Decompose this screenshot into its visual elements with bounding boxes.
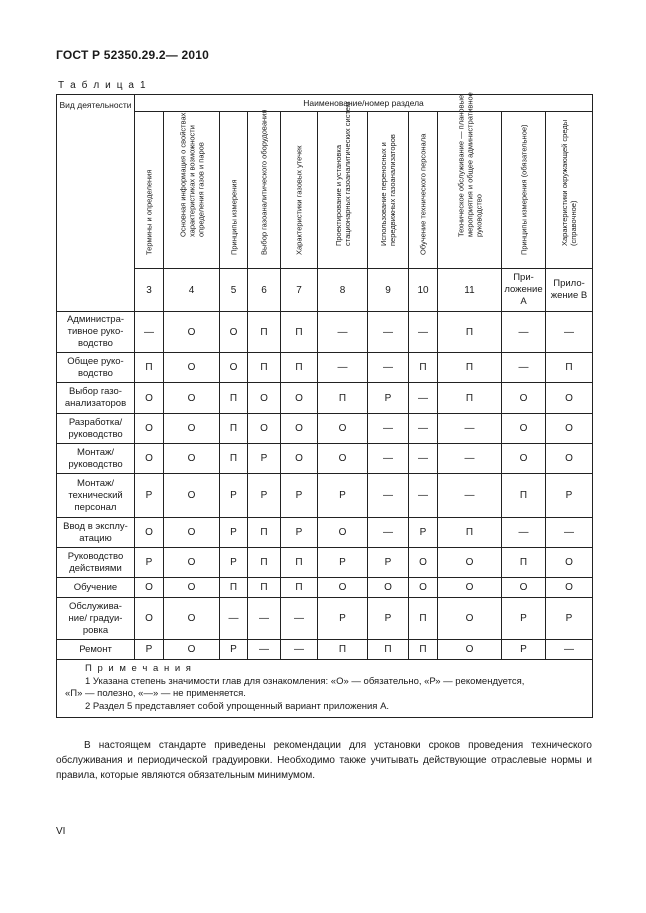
- note-1: 1 Указана степень значимости глав для ознакомления: «О» — обязательно, «Р» — рекомендуется,: [85, 675, 525, 687]
- table-cell: —: [409, 414, 438, 444]
- table-cell: —: [546, 640, 593, 660]
- table-cell: —: [409, 383, 438, 414]
- row-label: Разработка/ руководство: [57, 414, 135, 444]
- column-title-cell: [502, 112, 546, 269]
- row-label: Ремонт: [57, 640, 135, 660]
- row-label: Выбор газо-анализаторов: [57, 383, 135, 414]
- notes-title: П р и м е ч а н и я: [85, 663, 193, 674]
- table-cell: Р: [281, 518, 318, 548]
- table-cell: П: [409, 598, 438, 640]
- table-cell: —: [502, 353, 546, 383]
- column-title: Принципы измерения: [229, 179, 238, 255]
- column-number: 5: [220, 269, 248, 312]
- table-cell: О: [409, 548, 438, 578]
- table-cell: П: [438, 353, 502, 383]
- section-header: Наименование/номер раздела: [135, 95, 593, 112]
- column-number: 4: [164, 269, 220, 312]
- table-cell: О: [438, 578, 502, 598]
- column-title-cell: [368, 112, 409, 269]
- table-cell: Р: [368, 383, 409, 414]
- column-title-cell: [438, 92, 502, 269]
- column-title: Характеристики окружающей среды (справочное): [560, 119, 578, 246]
- table-cell: О: [281, 383, 318, 414]
- table-row: [57, 640, 593, 660]
- table-cell: П: [248, 578, 281, 598]
- table-cell: О: [546, 383, 593, 414]
- table-cell: О: [438, 548, 502, 578]
- table-cell: Р: [281, 474, 318, 518]
- table-cell: О: [248, 414, 281, 444]
- table-row: [57, 353, 593, 383]
- column-title-cell: [135, 112, 164, 269]
- table-cell: П: [281, 548, 318, 578]
- table-cell: —: [368, 444, 409, 474]
- table-row: [57, 383, 593, 414]
- table-cell: П: [438, 518, 502, 548]
- table-cell: —: [546, 518, 593, 548]
- column-number: 7: [281, 269, 318, 312]
- table-cell: О: [164, 518, 220, 548]
- table-cell: О: [409, 578, 438, 598]
- table-cell: Р: [502, 598, 546, 640]
- table-cell: Р: [220, 518, 248, 548]
- activity-table: [56, 94, 593, 718]
- table-cell: П: [281, 353, 318, 383]
- table-cell: О: [164, 548, 220, 578]
- table-row: [57, 578, 593, 598]
- column-title: Принципы измерения (обязательное): [519, 124, 528, 255]
- table-cell: П: [502, 474, 546, 518]
- table-cell: Р: [318, 474, 368, 518]
- table-cell: —: [546, 312, 593, 353]
- column-title-cell: [546, 112, 593, 269]
- row-label: Ввод в эксплу-атацию: [57, 518, 135, 548]
- table-cell: П: [220, 578, 248, 598]
- table-cell: О: [318, 444, 368, 474]
- table-cell: П: [438, 383, 502, 414]
- table-cell: О: [135, 383, 164, 414]
- table-cell: П: [546, 353, 593, 383]
- column-number: 3: [135, 269, 164, 312]
- note-2: 2 Раздел 5 представляет собой упрощенный вариант приложения А.: [85, 700, 390, 712]
- table-cell: О: [318, 414, 368, 444]
- table-cell: О: [546, 414, 593, 444]
- row-label: Монтаж/ руководство: [57, 444, 135, 474]
- table-cell: —: [409, 474, 438, 518]
- corner-header: Вид деятельности: [57, 95, 135, 312]
- column-title: Характеристики газовых утечек: [294, 145, 304, 255]
- table-cell: —: [502, 312, 546, 353]
- table-cell: Р: [220, 548, 248, 578]
- table-cell: —: [318, 353, 368, 383]
- table-cell: Р: [248, 444, 281, 474]
- table-cell: П: [220, 444, 248, 474]
- table-cell: П: [318, 640, 368, 660]
- table-notes: [57, 660, 593, 718]
- table-cell: О: [546, 578, 593, 598]
- table-cell: О: [164, 474, 220, 518]
- table-cell: П: [438, 312, 502, 353]
- table-cell: О: [164, 353, 220, 383]
- table-cell: О: [135, 598, 164, 640]
- table-cell: —: [248, 598, 281, 640]
- row-label: Обслужива-ние/ градуи-ровка: [57, 598, 135, 640]
- table-cell: О: [220, 353, 248, 383]
- column-number: 6: [248, 269, 281, 312]
- table-cell: О: [546, 548, 593, 578]
- table-cell: Р: [502, 640, 546, 660]
- table-cell: П: [135, 353, 164, 383]
- column-number: При-ложение А: [502, 269, 546, 312]
- table-cell: П: [281, 312, 318, 353]
- table-cell: Р: [220, 640, 248, 660]
- column-title: Выбор газоаналитического оборудования: [259, 109, 269, 255]
- table-cell: О: [281, 414, 318, 444]
- table-cell: О: [318, 578, 368, 598]
- column-title-cell: [318, 101, 368, 269]
- table-cell: —: [409, 444, 438, 474]
- table-row: [57, 312, 593, 353]
- row-label: Общее руко-водство: [57, 353, 135, 383]
- table-cell: Р: [546, 598, 593, 640]
- table-cell: О: [546, 444, 593, 474]
- row-label: Руководство действиями: [57, 548, 135, 578]
- table-cell: О: [318, 518, 368, 548]
- document-header: ГОСТ Р 52350.29.2— 2010: [56, 48, 210, 62]
- table-cell: О: [135, 518, 164, 548]
- table-cell: О: [135, 444, 164, 474]
- table-cell: П: [220, 414, 248, 444]
- column-number: 9: [368, 269, 409, 312]
- column-title-cell: [409, 112, 438, 269]
- table-row: [57, 548, 593, 578]
- column-titles-row: [57, 112, 593, 269]
- column-title: Проектирование и установка стационарных газоаналитических систем: [333, 101, 352, 246]
- table-cell: П: [248, 548, 281, 578]
- table-cell: П: [248, 518, 281, 548]
- table-cell: —: [318, 312, 368, 353]
- column-title: Термины и определения: [144, 169, 154, 255]
- column-title: Основная информация о свойствах, характеристиках и возможности определения газов и паров: [178, 110, 205, 237]
- column-numbers-row: [57, 269, 593, 312]
- table-body: [57, 312, 593, 660]
- table-cell: П: [502, 548, 546, 578]
- table-cell: Р: [368, 598, 409, 640]
- table-cell: Р: [368, 548, 409, 578]
- table-cell: —: [135, 312, 164, 353]
- column-title: Использование переносных и передвижных газоанализаторов: [379, 134, 397, 246]
- table-cell: —: [281, 640, 318, 660]
- column-title-cell: [164, 112, 220, 269]
- table-cell: Р: [135, 474, 164, 518]
- table-cell: Р: [318, 598, 368, 640]
- table-cell: Р: [318, 548, 368, 578]
- table-row: [57, 598, 593, 640]
- table-cell: Р: [135, 640, 164, 660]
- table-cell: П: [318, 383, 368, 414]
- column-number: Прило-жение В: [546, 269, 593, 312]
- table-cell: —: [368, 518, 409, 548]
- table-cell: О: [368, 578, 409, 598]
- column-title-cell: [220, 112, 248, 269]
- column-title-cell: [281, 112, 318, 269]
- table-cell: —: [502, 518, 546, 548]
- table-cell: О: [281, 444, 318, 474]
- table-cell: Р: [248, 474, 281, 518]
- table-cell: П: [409, 353, 438, 383]
- page-number: VI: [56, 826, 66, 837]
- table-cell: П: [281, 578, 318, 598]
- table-row: [57, 414, 593, 444]
- table-cell: О: [135, 578, 164, 598]
- table-cell: О: [164, 312, 220, 353]
- body-paragraph: В настоящем стандарте приведены рекомендации для установки сроков проведения технического обслуживания и периодической градуировки. Необходимо также учитывать действующие отраслевые нормы и правила, которые являются обязательным минимумом.: [56, 740, 592, 781]
- column-number: 8: [318, 269, 368, 312]
- row-label: Монтаж/ технический персонал: [57, 474, 135, 518]
- table-cell: О: [164, 598, 220, 640]
- table-cell: —: [220, 598, 248, 640]
- table-cell: —: [438, 444, 502, 474]
- table-row: [57, 474, 593, 518]
- table-cell: О: [438, 598, 502, 640]
- table-cell: —: [368, 312, 409, 353]
- table-cell: П: [409, 640, 438, 660]
- column-title: Техническое обслуживание — плановые мероприятия и общее административное руководство: [456, 92, 483, 237]
- table-cell: О: [220, 312, 248, 353]
- table-caption: Т а б л и ц а 1: [58, 80, 148, 91]
- table-cell: О: [502, 444, 546, 474]
- table-row: [57, 444, 593, 474]
- table-cell: П: [248, 312, 281, 353]
- table-cell: —: [368, 414, 409, 444]
- table-cell: О: [164, 414, 220, 444]
- table-cell: О: [438, 640, 502, 660]
- table-row: [57, 518, 593, 548]
- table-cell: —: [368, 353, 409, 383]
- table-cell: О: [164, 383, 220, 414]
- column-number: 11: [438, 269, 502, 312]
- table-cell: —: [438, 414, 502, 444]
- table-cell: О: [502, 414, 546, 444]
- table-cell: —: [409, 312, 438, 353]
- table-cell: —: [248, 640, 281, 660]
- table-cell: П: [368, 640, 409, 660]
- column-title: Обучение технического персонала: [418, 133, 428, 255]
- table-cell: —: [281, 598, 318, 640]
- table-cell: —: [438, 474, 502, 518]
- column-title-cell: [248, 109, 281, 269]
- table-cell: О: [164, 640, 220, 660]
- row-label: Обучение: [57, 578, 135, 598]
- table-cell: О: [502, 383, 546, 414]
- table-cell: П: [220, 383, 248, 414]
- table-cell: О: [164, 578, 220, 598]
- row-label: Администра-тивное руко-водство: [57, 312, 135, 353]
- table-cell: О: [502, 578, 546, 598]
- table-cell: Р: [135, 548, 164, 578]
- note-1-continuation: «П» — полезно, «—» — не применяется.: [65, 688, 246, 699]
- table-cell: Р: [409, 518, 438, 548]
- table-cell: Р: [220, 474, 248, 518]
- column-number: 10: [409, 269, 438, 312]
- table-cell: О: [164, 444, 220, 474]
- table-cell: О: [135, 414, 164, 444]
- table-cell: О: [248, 383, 281, 414]
- table-cell: П: [248, 353, 281, 383]
- table-cell: —: [368, 474, 409, 518]
- table-cell: Р: [546, 474, 593, 518]
